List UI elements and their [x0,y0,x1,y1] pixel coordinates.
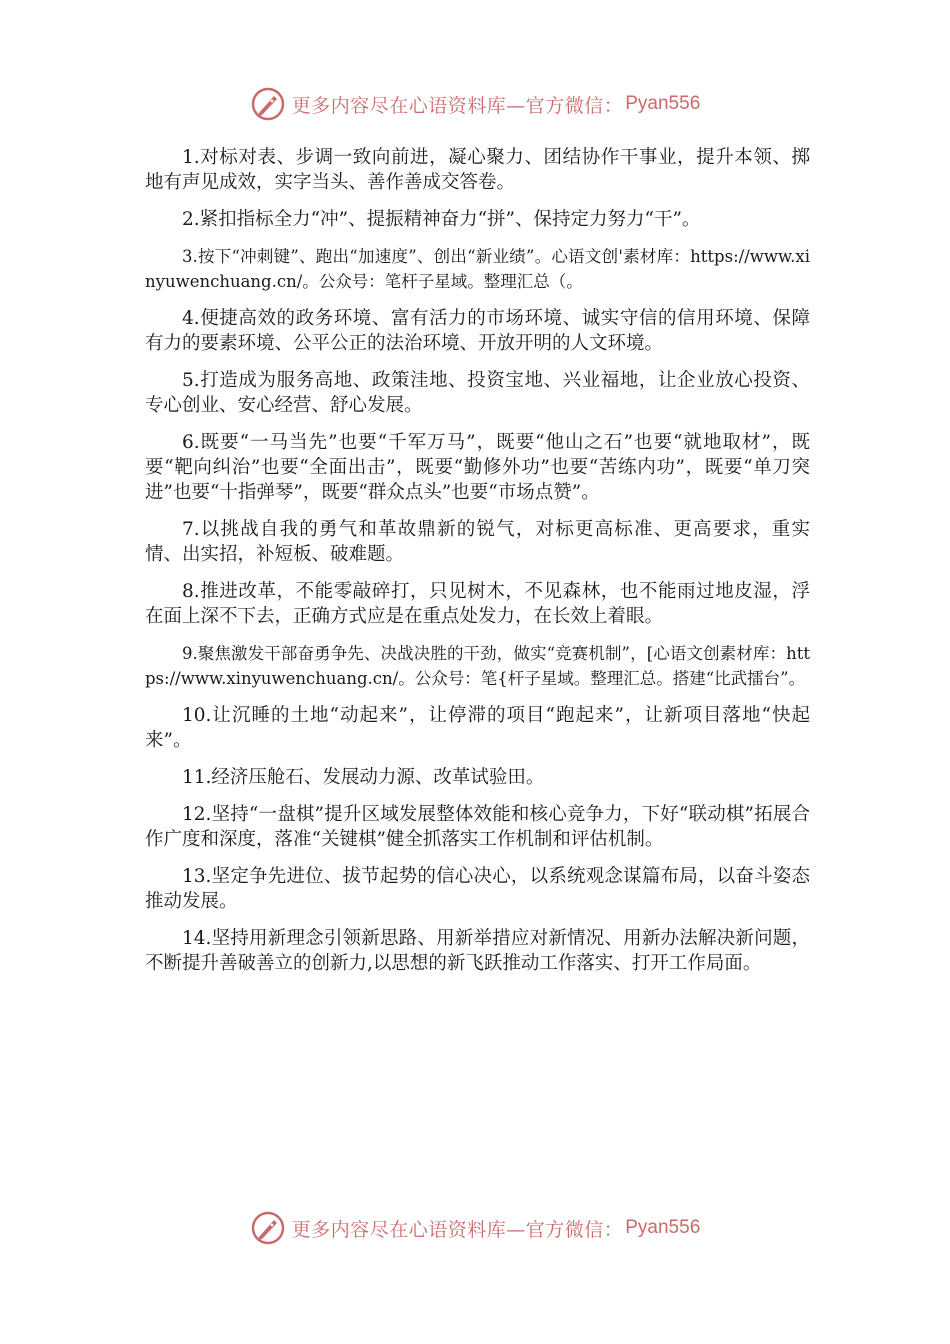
header-banner [0,84,950,124]
paragraph-6: 6.既要“一马当先”也要“千军万马”，既要“他山之石”也要“就地取材”，既要“靶向纠治”也要“全面出击”，既要“勤修外功”也要“苦练内功”，既要“单刀突进”也要“十指弹琴”，既要“群众点头”也要“市场点赞”。 [145,432,810,503]
pen-logo-icon [250,1210,286,1246]
banner-text: 更多内容尽在心语资料库—官方微信： [291,94,624,117]
paragraph-9: 9.聚焦激发干部奋勇争先、决战决胜的干劲，做实“竞赛机制”，[心语文创素材库：https://www.xinyuwenchuang.cn/。公众号：笔{杆子星域。整理汇总。搭建“比武擂台”。 [145,644,810,688]
banner-handle: Pyan556 [625,1217,701,1238]
paragraph-14: 14.坚持用新理念引领新思路、用新举措应对新情况、用新办法解决新问题，不断提升善破善立的创新力,以思想的新飞跃推动工作落实、打开工作局面。 [145,928,810,974]
document-body [145,145,810,988]
paragraph-3: 3.按下“冲刺键”、跑出“加速度”、创出“新业绩”。心语文创'素材库：https://www.xinyuwenchuang.cn/。公众号：笔杆子星域。整理汇总（。 [145,247,810,291]
paragraph-1: 1.对标对表、步调一致向前进，凝心聚力、团结协作干事业，提升本领、掷地有声见成效，实字当头、善作善成交答卷。 [145,147,810,193]
footer-banner [0,1208,950,1248]
paragraph-2: 2.紧扣指标全力“冲”、提振精神奋力“拼”、保持定力努力“干”。 [182,209,701,230]
pen-logo-icon [250,86,286,122]
paragraph-4: 4.便捷高效的政务环境、富有活力的市场环境、诚实守信的信用环境、保障有力的要素环境、公平公正的法治环境、开放开明的人文环境。 [145,308,810,354]
paragraph-13: 13.坚定争先进位、拔节起势的信心决心，以系统观念谋篇布局，以奋斗姿态推动发展。 [145,866,810,912]
banner-handle: Pyan556 [625,93,701,114]
paragraph-5: 5.打造成为服务高地、政策洼地、投资宝地、兴业福地，让企业放心投资、专心创业、安心经营、舒心发展。 [145,370,810,416]
paragraph-10: 10.让沉睡的土地“动起来”，让停滞的项目“跑起来”，让新项目落地“快起来”。 [145,705,810,751]
paragraph-7: 7.以挑战自我的勇气和革故鼎新的锐气，对标更高标准、更高要求，重实情、出实招，补短板、破难题。 [145,519,810,565]
banner-text: 更多内容尽在心语资料库—官方微信： [291,1218,624,1241]
paragraph-11: 11.经济压舱石、发展动力源、改革试验田。 [182,767,545,788]
paragraph-12: 12.坚持“一盘棋”提升区域发展整体效能和核心竞争力，下好“联动棋”拓展合作广度和深度，落准“关键棋”健全抓落实工作机制和评估机制。 [145,804,810,850]
paragraph-8: 8.推进改革，不能零敲碎打，只见树木，不见森林，也不能雨过地皮湿，浮在面上深不下去，正确方式应是在重点处发力，在长效上着眼。 [145,581,810,627]
